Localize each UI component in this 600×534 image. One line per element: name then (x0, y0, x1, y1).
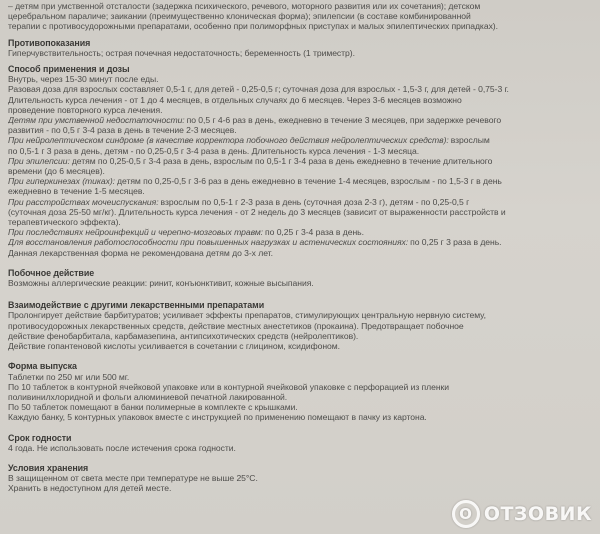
line-prefix: При гиперкинезах (тиках): (8, 176, 116, 187)
instruction-page (8, 0, 594, 534)
section-heading: Побочное действие (8, 267, 95, 278)
line-prefix: При расстройствах мочеиспускания: (8, 196, 159, 207)
line-text: по 0,5-1 г 3 раза в день, детям - по 0,25-0,5 г 3-4 раза в день. Длительность курса лечения - 1-3 месяца. (8, 145, 420, 156)
line-prefix: При последствиях нейроинфекций и черепно-мозговых травм: (8, 227, 264, 238)
text-line: противосудорожных лекарственных средств, действие местных анестетиков (прокаина). Предотвращает побочное (8, 320, 464, 331)
line-text: ежедневно в течение 1-5 месяцев. (8, 186, 145, 197)
text-line: Пролонгирует действие барбитуратов; усиливает эффекты препаратов, стимулирующих центральную нервную систему, (8, 310, 486, 321)
text-line: Хранить в недоступном для детей месте. (8, 483, 172, 494)
line-text: по 0,5 г 4-6 раз в день, ежедневно в течение 3 месяцев, при задержке речевого (186, 115, 502, 126)
text-line: поливинилхлоридной и фольги алюминиевой печатной лакированной. (8, 391, 288, 402)
text-line: Каждую банку, 5 контурных упаковок вместе с инструкцией по применению помещают в пачку из картона. (8, 412, 427, 423)
text-line (8, 248, 594, 258)
watermark-text: ОТЗОВИК (483, 503, 592, 525)
otzovik-watermark (452, 500, 592, 528)
interactions-section (8, 300, 594, 351)
line-text: взрослым (450, 135, 490, 146)
line-text: по 0,25 г 3-4 раза в день. (265, 227, 364, 238)
line-text: (суточная доза 25-50 мг/кг). Длительность курса лечения - от 2 недель до 3 месяцев (зависит от выраженности расстройств и (8, 206, 506, 217)
text-line (8, 186, 594, 196)
text-line (8, 95, 594, 105)
text-line: Гиперчувствительность; острая почечная недостаточность; беременность (1 триместр). (8, 47, 355, 58)
text-line: По 50 таблеток помещают в банки полимерные в комплекте с крышками. (8, 402, 298, 413)
otzovik-logo-icon: О (452, 500, 480, 528)
line-prefix: Для восстановления работоспособности при повышенных нагрузках и астенических состояниях: (8, 237, 409, 248)
line-text: развития - по 0,5 г 3-4 раза в день в течение 2-3 месяцев. (8, 125, 237, 136)
line-prefix: Детям при умственной недостаточности: (8, 115, 185, 126)
text-line (8, 74, 594, 84)
line-text: Внутрь, через 15-30 минут после еды. (8, 74, 159, 85)
text-line: церебральном параличе; заикании (преимущественно клоническая форма); эпилепсии (в составе комбинированной (8, 11, 471, 22)
text-line: – детям при умственной отсталости (задержка психического, речевого, моторного развития или их сочетания); детском (8, 1, 481, 11)
line-text: Длительность курса лечения - от 1 до 4 месяцев, в отдельных случаях до 6 месяцев. Через 3-6 месяцев возможно (8, 94, 462, 105)
text-line (8, 125, 594, 135)
line-text: времени (до 6 месяцев). (8, 166, 105, 177)
text-line: Действие гопантеновой кислоты усиливается в сочетании с глицином, ксидифоном. (8, 341, 340, 352)
text-line (8, 237, 594, 247)
section-heading: Срок годности (8, 432, 72, 443)
text-line: По 10 таблеток в контурной ячейковой упаковке или в контурной ячейковой упаковке с перфорацией из пленки (8, 381, 449, 392)
text-line: действие фенобарбитала, карбамазепина, антипсихотических средств (нейролептиков). (8, 330, 359, 341)
text-line: терапии с противосудорожными препаратами, особенно при полиморфных приступах и малых эпилептических припадках). (8, 21, 498, 32)
text-line: В защищенном от света месте при температуре не выше 25°С. (8, 473, 258, 484)
text-line (8, 135, 594, 145)
text-line (8, 84, 594, 94)
text-line: 4 года. Не использовать после истечения срока годности. (8, 442, 236, 453)
text-line: Возможны аллергические реакции: ринит, конъюнктивит, кожные высыпания. (8, 278, 314, 289)
side-effects-section (8, 268, 594, 288)
storage-section (8, 463, 594, 494)
line-prefix: При нейролептическом синдроме (в качестве корректора побочного действия нейролептических средств): (8, 135, 449, 146)
section-heading: Взаимодействие с другими лекарственными препаратами (8, 300, 265, 311)
text-line (8, 156, 594, 166)
contraindications-section (8, 38, 594, 58)
text-line (8, 105, 594, 115)
text-line: Таблетки по 250 мг или 500 мг. (8, 371, 130, 382)
line-prefix: При эпилепсии: (8, 155, 70, 166)
section-heading: Способ применения и дозы (8, 64, 130, 75)
section-heading: Форма выпуска (8, 361, 77, 372)
release-form-section (8, 361, 594, 422)
indications-tail (8, 1, 594, 32)
line-text: проведение повторного курса лечения. (8, 104, 163, 115)
text-line (8, 146, 594, 156)
line-text: терапевтического эффекта). (8, 217, 121, 228)
line-text: по 0,25 г 3 раза в день. (410, 237, 502, 248)
text-line (8, 176, 594, 186)
dosage-section (8, 64, 594, 258)
text-line (8, 197, 594, 207)
line-text: Данная лекарственная форма не рекомендована детям до 3-х лет. (8, 247, 273, 258)
section-heading: Противопоказания (8, 37, 91, 48)
line-text: Разовая доза для взрослых составляет 0,5-1 г, для детей - 0,25-0,5 г; суточная доза для взрослых - 1,5-3 г, для детей - 0,75-3 г. (8, 84, 509, 95)
text-line (8, 217, 594, 227)
shelf-life-section (8, 433, 594, 453)
text-line (8, 115, 594, 125)
text-line (8, 207, 594, 217)
line-text: взрослым по 0,5-1 г 2-3 раза в день (суточная доза 2-3 г), детям - по 0,25-0,5 г (160, 196, 470, 207)
section-heading: Условия хранения (8, 462, 89, 473)
text-line (8, 166, 594, 176)
line-text: детям по 0,25-0,5 г 3-6 раз в день ежедневно в течение 1-4 месяцев, взрослым - по 1,5-3 г в день (117, 176, 502, 187)
line-text: детям по 0,25-0,5 г 3-4 раза в день, взрослым по 0,5-1 г 3-4 раза в день ежедневно в течение длительного (71, 155, 493, 166)
text-line (8, 227, 594, 237)
